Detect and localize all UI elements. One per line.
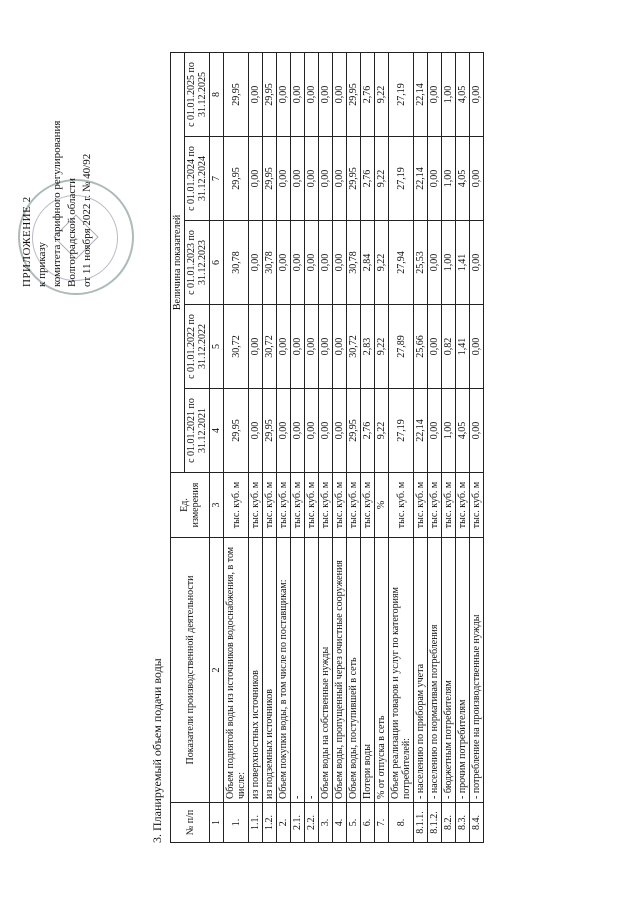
row-indicator-name: - <box>291 538 305 803</box>
row-number: 3. <box>319 803 333 843</box>
table-row <box>347 53 361 843</box>
header-period: с 01.01.2022 по 31.12.2022 <box>185 305 210 389</box>
row-value: 0,00 <box>305 305 319 389</box>
row-value: 2,76 <box>361 53 375 137</box>
row-value: 0,00 <box>470 305 484 389</box>
row-indicator-name: из подземных источников <box>263 538 277 803</box>
row-unit: тыс. куб. м <box>249 473 263 538</box>
row-indicator-name: Потери воды <box>361 538 375 803</box>
table-row <box>442 53 456 843</box>
index-cell: 3 <box>210 473 224 538</box>
header-period: с 01.01.2025 по 31.12.2025 <box>185 53 210 137</box>
row-value: 30,72 <box>347 305 361 389</box>
row-value: 0,00 <box>470 221 484 305</box>
row-unit: тыс. куб. м <box>470 473 484 538</box>
row-value: 29,95 <box>347 53 361 137</box>
row-value: 0,00 <box>291 389 305 473</box>
row-value: 29,95 <box>263 389 277 473</box>
appendix-title: ПРИЛОЖЕНИЕ 2 <box>21 196 33 287</box>
row-value: 0,00 <box>319 305 333 389</box>
table-row <box>305 53 319 843</box>
row-unit: % <box>375 473 389 538</box>
header-period: с 01.01.2021 по 31.12.2021 <box>185 389 210 473</box>
table-body <box>210 53 484 843</box>
row-value: 0,00 <box>428 221 442 305</box>
row-value: 0,00 <box>305 221 319 305</box>
row-value: 0,00 <box>319 221 333 305</box>
row-value: 29,95 <box>263 53 277 137</box>
row-number: 2. <box>277 803 291 843</box>
table-row <box>333 53 347 843</box>
row-value: 2,83 <box>361 305 375 389</box>
row-unit: тыс. куб. м <box>389 473 414 538</box>
header-unit: Ед. измерения <box>171 473 210 538</box>
section-title: 3. Планируемый объем подачи воды <box>150 658 164 843</box>
row-number: 7. <box>375 803 389 843</box>
row-value: 0,00 <box>305 53 319 137</box>
data-table <box>170 52 484 843</box>
row-indicator-name: - прочим потребителям <box>456 538 470 803</box>
row-value: 22,14 <box>414 53 428 137</box>
header-num: № п/п <box>171 803 210 843</box>
row-value: 0,00 <box>319 53 333 137</box>
row-value: 0,00 <box>333 137 347 221</box>
row-indicator-name: Объем воды, пропущенный через очистные сооружения <box>333 538 347 803</box>
row-indicator-name: Объем воды, поступившей в сеть <box>347 538 361 803</box>
index-cell: 4 <box>210 389 224 473</box>
row-indicator-name: Объем покупки воды, в том числе по поставщикам: <box>277 538 291 803</box>
row-value: 0,00 <box>428 137 442 221</box>
row-value: 25,53 <box>414 221 428 305</box>
row-value: 0,82 <box>442 305 456 389</box>
row-indicator-name: Объем реализации товаров и услуг по категориям потребителей: <box>389 538 414 803</box>
table-row <box>249 53 263 843</box>
row-value: 9,22 <box>375 389 389 473</box>
table-row <box>428 53 442 843</box>
header-group: Величина показателей <box>171 53 185 473</box>
table-row <box>389 53 414 843</box>
table-row <box>375 53 389 843</box>
row-indicator-name: Объем поднятой воды из источников водоснабжения, в том числе: <box>224 538 249 803</box>
row-number: 8.3. <box>456 803 470 843</box>
index-cell: 1 <box>210 803 224 843</box>
row-number: 2.1. <box>291 803 305 843</box>
row-number: 1. <box>224 803 249 843</box>
row-value: 9,22 <box>375 305 389 389</box>
row-value: 0,00 <box>305 389 319 473</box>
row-value: 27,94 <box>389 221 414 305</box>
header-row <box>171 53 185 843</box>
row-value: 1,00 <box>442 389 456 473</box>
row-value: 29,95 <box>224 137 249 221</box>
row-value: 1,00 <box>442 53 456 137</box>
header-period: с 01.01.2023 по 31.12.2023 <box>185 221 210 305</box>
row-unit: тыс. куб. м <box>224 473 249 538</box>
row-unit: тыс. куб. м <box>277 473 291 538</box>
row-value: 0,00 <box>277 137 291 221</box>
row-value: 1,41 <box>456 221 470 305</box>
row-value: 4,05 <box>456 53 470 137</box>
row-value: 25,66 <box>414 305 428 389</box>
row-value: 1,00 <box>442 137 456 221</box>
row-value: 29,95 <box>224 53 249 137</box>
row-indicator-name: - населению по нормативам потребления <box>428 538 442 803</box>
row-value: 0,00 <box>333 221 347 305</box>
row-value: 0,00 <box>291 137 305 221</box>
row-unit: тыс. куб. м <box>428 473 442 538</box>
row-number: 5. <box>347 803 361 843</box>
row-value: 4,05 <box>456 389 470 473</box>
row-number: 1.2. <box>263 803 277 843</box>
row-unit: тыс. куб. м <box>347 473 361 538</box>
row-indicator-name: - потребление на производственные нужды <box>470 538 484 803</box>
row-value: 22,14 <box>414 389 428 473</box>
table-row <box>224 53 249 843</box>
row-unit: тыс. куб. м <box>361 473 375 538</box>
row-value: 0,00 <box>470 53 484 137</box>
row-value: 2,76 <box>361 389 375 473</box>
row-value: 27,89 <box>389 305 414 389</box>
table-row <box>291 53 305 843</box>
row-unit: тыс. куб. м <box>319 473 333 538</box>
water-supply-table <box>170 53 484 843</box>
row-number: 4. <box>333 803 347 843</box>
row-unit: тыс. куб. м <box>456 473 470 538</box>
appendix-line-date: от 11 ноября 2022 г. № 40/92 <box>81 153 93 287</box>
row-value: 0,00 <box>319 137 333 221</box>
table-row <box>361 53 375 843</box>
row-indicator-name: из поверхностных источников <box>249 538 263 803</box>
row-value: 0,00 <box>319 389 333 473</box>
appendix-block <box>20 17 95 287</box>
index-cell: 2 <box>210 538 224 803</box>
table-row <box>319 53 333 843</box>
row-indicator-name: - бюджетным потребителям <box>442 538 456 803</box>
row-indicator-name: Объем воды на собственные нужды <box>319 538 333 803</box>
row-indicator-name: - населению по приборам учета <box>414 538 428 803</box>
row-value: 0,00 <box>249 305 263 389</box>
row-value: 0,00 <box>291 305 305 389</box>
row-number: 8. <box>389 803 414 843</box>
row-value: 9,22 <box>375 53 389 137</box>
row-value: 0,00 <box>470 137 484 221</box>
table-row <box>456 53 470 843</box>
row-unit: тыс. куб. м <box>333 473 347 538</box>
row-value: 30,78 <box>263 221 277 305</box>
row-value: 9,22 <box>375 221 389 305</box>
index-row <box>210 53 224 843</box>
table-row <box>277 53 291 843</box>
row-value: 9,22 <box>375 137 389 221</box>
row-value: 0,00 <box>249 53 263 137</box>
row-value: 0,00 <box>333 53 347 137</box>
row-value: 0,00 <box>428 53 442 137</box>
row-value: 30,78 <box>347 221 361 305</box>
row-unit: тыс. куб. м <box>291 473 305 538</box>
row-indicator-name: - <box>305 538 319 803</box>
index-cell: 8 <box>210 53 224 137</box>
appendix-line-order: к приказу <box>36 241 48 287</box>
row-value: 30,72 <box>263 305 277 389</box>
row-number: 6. <box>361 803 375 843</box>
row-value: 0,00 <box>249 137 263 221</box>
row-value: 0,00 <box>277 221 291 305</box>
row-value: 27,19 <box>389 389 414 473</box>
header-name: Показатели производственной деятельности <box>171 538 210 803</box>
row-value: 22,14 <box>414 137 428 221</box>
table-row <box>470 53 484 843</box>
row-value: 2,84 <box>361 221 375 305</box>
row-value: 0,00 <box>291 53 305 137</box>
row-indicator-name: % от отпуска в сеть <box>375 538 389 803</box>
row-number: 1.1. <box>249 803 263 843</box>
row-number: 8.4. <box>470 803 484 843</box>
row-value: 29,95 <box>347 389 361 473</box>
row-value: 0,00 <box>249 389 263 473</box>
table-row <box>414 53 428 843</box>
appendix-line-committee: комитета тарифного регулирования <box>51 120 63 287</box>
row-value: 1,41 <box>456 305 470 389</box>
index-cell: 6 <box>210 221 224 305</box>
row-value: 27,19 <box>389 137 414 221</box>
row-unit: тыс. куб. м <box>263 473 277 538</box>
row-number: 8.1.2. <box>428 803 442 843</box>
row-value: 0,00 <box>305 137 319 221</box>
row-value: 29,95 <box>347 137 361 221</box>
row-value: 0,00 <box>277 389 291 473</box>
row-value: 0,00 <box>333 305 347 389</box>
row-unit: тыс. куб. м <box>414 473 428 538</box>
row-number: 8.2. <box>442 803 456 843</box>
row-value: 0,00 <box>277 305 291 389</box>
row-value: 4,05 <box>456 137 470 221</box>
row-unit: тыс. куб. м <box>305 473 319 538</box>
index-cell: 5 <box>210 305 224 389</box>
row-value: 29,95 <box>224 389 249 473</box>
row-value: 0,00 <box>470 389 484 473</box>
row-value: 1,00 <box>442 221 456 305</box>
row-value: 0,00 <box>333 389 347 473</box>
row-value: 0,00 <box>277 53 291 137</box>
row-value: 27,19 <box>389 53 414 137</box>
row-number: 2.2. <box>305 803 319 843</box>
table-row <box>263 53 277 843</box>
index-cell: 7 <box>210 137 224 221</box>
row-unit: тыс. куб. м <box>442 473 456 538</box>
row-value: 30,78 <box>224 221 249 305</box>
appendix-line-region: Волгоградской области <box>66 178 78 287</box>
row-value: 29,95 <box>263 137 277 221</box>
row-value: 0,00 <box>428 305 442 389</box>
header-period: с 01.01.2024 по 31.12.2024 <box>185 137 210 221</box>
row-value: 2,76 <box>361 137 375 221</box>
row-number: 8.1.1. <box>414 803 428 843</box>
row-value: 30,72 <box>224 305 249 389</box>
row-value: 0,00 <box>249 221 263 305</box>
row-value: 0,00 <box>291 221 305 305</box>
row-value: 0,00 <box>428 389 442 473</box>
